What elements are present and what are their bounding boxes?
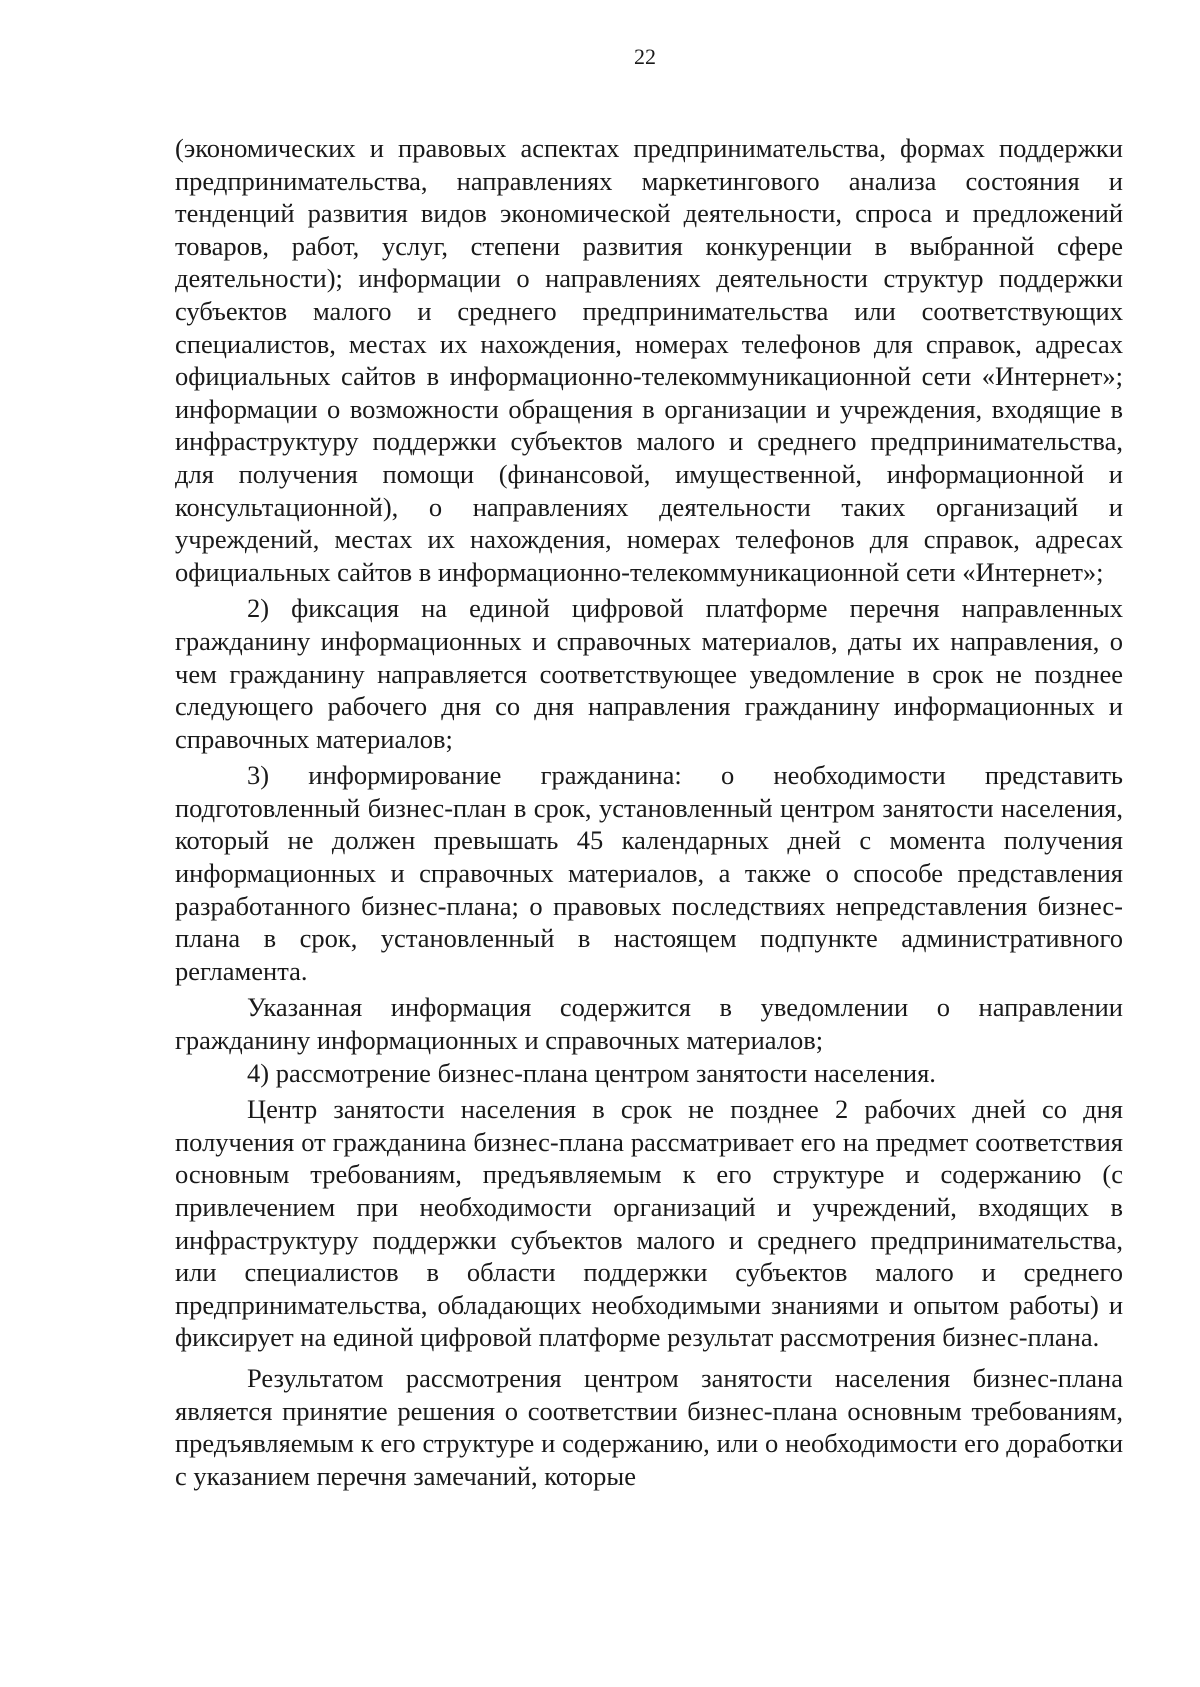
document-body	[175, 132, 1123, 1492]
paragraph-item-2: 2) фиксация на единой цифровой платформе перечня направленных гражданину информационных и справочных материалов, даты их направления, о чем гражданину направляется соответствующее уведомление в срок не позднее следующего рабочего дня со дня направления гражданину информационных и справочных материалов;	[175, 593, 1123, 754]
paragraph-notice: Указанная информация содержится в уведомлении о направлении гражданину информационных и справочных материалов;	[175, 992, 1123, 1056]
paragraph-item-3: 3) информирование гражданина: о необходимости представить подготовленный бизнес-план в срок, установленный центром занятости населения, который не должен превышать 45 календарных дней с момента получения информационных и справочных материалов, а также о способе представления разработанного бизнес-плана; о правовых последствиях непредставления бизнес-плана в срок, установленный в настоящем подпункте административного регламента.	[175, 760, 1123, 986]
paragraph-result: Результатом рассмотрения центром занятости населения бизнес-плана является принятие решения о соответствии бизнес-плана основным требованиям, предъявляемым к его структуре и содержанию, или о необходимости его доработки с указанием перечня замечаний, которые	[175, 1362, 1123, 1491]
paragraph-item-4: 4) рассмотрение бизнес-плана центром занятости населения.	[247, 1057, 936, 1088]
page-number: 22	[634, 44, 656, 69]
paragraph-review: Центр занятости населения в срок не позднее 2 рабочих дней со дня получения от гражданина бизнес-плана рассматривает его на предмет соответствия основным требованиям, предъявляемым к его структуре и содержанию (с привлечением при необходимости организаций и учреждений, входящих в инфраструктуру поддержки субъектов малого и среднего предпринимательства, или специалистов в области поддержки субъектов малого и среднего предпринимательства, обладающих необходимыми знаниями и опытом работы) и фиксирует на единой цифровой платформе результат рассмотрения бизнес-плана.	[175, 1094, 1123, 1353]
paragraph-continuation: (экономических и правовых аспектах предпринимательства, формах поддержки предпринимательства, направлениях маркетингового анализа состояния и тенденций развития видов экономической деятельности, спроса и предложений товаров, работ, услуг, степени развития конкуренции в выбранной сфере деятельности); информации о направлениях деятельности структур поддержки субъектов малого и среднего предпринимательства или соответствующих специалистов, местах их нахождения, номерах телефонов для справок, адресах официальных сайтов в информационно-телекоммуникационной сети «Интернет»; информации о возможности обращения в организации и учреждения, входящие в инфраструктуру поддержки субъектов малого и среднего предпринимательства, для получения помощи (финансовой, имущественной, информационной и консультационной), о направлениях деятельности таких организаций и учреждений, местах их нахождения, номерах телефонов для справок, адресах официальных сайтов в информационно-телекоммуникационной сети «Интернет»;	[175, 133, 1123, 587]
